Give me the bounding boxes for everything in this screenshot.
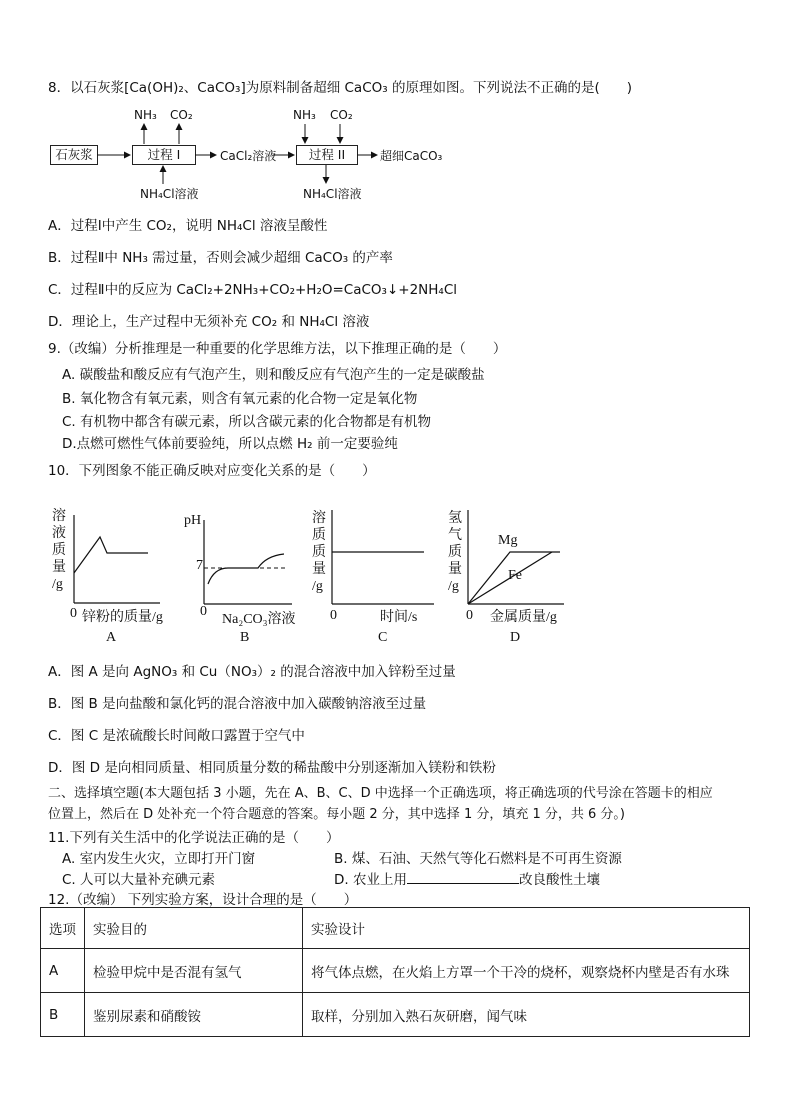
graph-b-origin: 0: [200, 604, 207, 619]
flow-p1-nh3: NH₃: [134, 108, 157, 122]
q8-option-a: A．过程Ⅰ中产生 CO₂，说明 NH₄Cl 溶液呈酸性: [48, 218, 328, 234]
graph-a-caption: A: [106, 630, 117, 645]
flow-p1-co2: CO₂: [170, 108, 193, 122]
section2-intro-line1: 二、选择填空题(本大题包括 3 小题，先在 A、B、C、D 中选择一个正确选项，将正确选项的代号涂在答题卡的相应: [48, 786, 713, 801]
flow-p1-nh4cl: NH₄Cl溶液: [140, 187, 199, 201]
table-cell: A: [41, 949, 85, 993]
q9-option-c: C. 有机物中都含有碳元素，所以含碳元素的化合物都是有机物: [62, 414, 432, 430]
q8-option-d: D．理论上，生产过程中无须补充 CO₂ 和 NH₄Cl 溶液: [48, 314, 370, 330]
q9-option-b: B. 氧化物含有氧元素，则含有氧元素的化合物一定是氧化物: [62, 391, 418, 407]
q11-option-d: [334, 868, 600, 888]
graph-b-curve: [208, 554, 284, 584]
graph-d-caption: D: [510, 630, 521, 645]
q11-stem: 11.下列有关生活中的化学说法正确的是（ ）: [48, 830, 340, 846]
section2-intro-line2: 位置上，然后在 D 处补充一个符合题意的答案。每小题 2 分，其中选择 1 分，填充 1 分，共 6 分。): [48, 807, 625, 822]
q11-answer-blank[interactable]: [407, 870, 519, 884]
graph-b-caption: B: [240, 630, 250, 645]
graph-b-plot: [200, 520, 292, 610]
graph-a-ylabel: 溶 液 质 量 /g: [52, 509, 66, 592]
q12-table: [40, 907, 750, 1037]
q8-stem: 8．以石灰浆[Ca(OH)₂、CaCO₃]为原料制备超细 CaCO₃ 的原理如图。下列说法不正确的是( ): [48, 80, 632, 96]
q11-option-d-suffix: 改良酸性土壤: [518, 872, 600, 888]
graph-b-ylabel: pH: [184, 513, 202, 528]
table-cell: 取样，分别加入熟石灰研磨，闻气味: [303, 993, 750, 1037]
table-header-row: [41, 908, 750, 949]
flow-p2-nh4cl: NH₄Cl溶液: [303, 187, 362, 201]
table-row: [41, 993, 750, 1037]
flow-arrows: [0, 0, 460, 210]
graph-a-curve: [74, 537, 148, 573]
graph-d-ylabel: 氢 气 质 量 /g: [448, 511, 462, 594]
q9-option-a: A. 碳酸盐和酸反应有气泡产生，则和酸反应有气泡产生的一定是碳酸盐: [62, 367, 485, 383]
q10-stem: 10．下列图象不能正确反映对应变化关系的是（ ）: [48, 463, 376, 479]
flow-process1-box: 过程 I: [132, 145, 196, 165]
q10-option-b: B．图 B 是向盐酸和氯化钙的混合溶液中加入碳酸钠溶液至过量: [48, 696, 427, 712]
graph-d-origin: 0: [466, 608, 473, 623]
graph-d-xlabel: 金属质量/g: [490, 610, 557, 625]
graph-a-xlabel: 锌粉的质量/g: [82, 610, 163, 625]
graph-a-plot: [70, 515, 160, 610]
flow-p2-co2: CO₂: [330, 108, 353, 122]
flow-process2-box: 过程 II: [296, 145, 358, 165]
q11-option-a: A. 室内发生火灾，立即打开门窗: [62, 851, 256, 867]
graph-a-origin: 0: [70, 606, 77, 621]
table-header-cell: 实验目的: [85, 908, 303, 949]
graph-c-ylabel: 溶 质 质 量 /g: [312, 511, 326, 594]
graph-c-origin: 0: [330, 608, 337, 623]
table-cell: 将气体点燃，在火焰上方罩一个干冷的烧杯，观察烧杯内壁是否有水珠: [303, 949, 750, 993]
table-header-cell: 实验设计: [303, 908, 750, 949]
q12-stem: 12.（改编） 下列实验方案，设计合理的是（ ）: [48, 892, 358, 908]
q11-option-d-prefix: D. 农业上用: [334, 872, 407, 888]
graph-b-xlabel: Na₂CO₃溶液: [222, 612, 296, 627]
flow-p2-nh3: NH₃: [293, 108, 316, 122]
q10-option-d: D．图 D 是向相同质量、相同质量分数的稀盐酸中分别逐渐加入镁粉和铁粉: [48, 760, 496, 776]
q9-stem: 9.（改编）分析推理是一种重要的化学思维方法，以下推理正确的是（ ）: [48, 341, 507, 357]
graph-c-caption: C: [378, 630, 388, 645]
q10-option-a: A．图 A 是向 AgNO₃ 和 Cu（NO₃）₂ 的混合溶液中加入锌粉至过量: [48, 664, 456, 680]
q10-option-c: C．图 C 是浓硫酸长时间敞口露置于空气中: [48, 728, 305, 744]
q9-option-d: D.点燃可燃性气体前要验纯，所以点燃 H₂ 前一定要验纯: [62, 436, 398, 452]
graph-d-plot: [464, 510, 564, 608]
q11-option-b: B. 煤、石油、天然气等化石燃料是不可再生资源: [334, 851, 622, 867]
table-cell: 检验甲烷中是否混有氢气: [85, 949, 303, 993]
q8-option-b: B．过程Ⅱ中 NH₃ 需过量，否则会减少超细 CaCO₃ 的产率: [48, 250, 393, 266]
graph-c-xlabel: 时间/s: [380, 610, 418, 625]
q11-option-c: C. 人可以大量补充碘元素: [62, 872, 216, 888]
flow-start-box: 石灰浆: [50, 145, 98, 165]
q8-option-c: C．过程Ⅱ中的反应为 CaCl₂+2NH₃+CO₂+H₂O=CaCO₃↓+2NH₄Cl: [48, 282, 458, 298]
graph-b-tick-7: 7: [196, 558, 203, 573]
flow-product: 超细CaCO₃: [380, 149, 443, 163]
table-header-cell: 选项: [41, 908, 85, 949]
flow-mid-cacl2: CaCl₂溶液: [220, 149, 277, 163]
graph-d-label-fe: Fe: [508, 568, 522, 583]
graph-c-plot: [328, 510, 434, 608]
table-row: [41, 949, 750, 993]
graph-d-label-mg: Mg: [498, 533, 518, 548]
table-cell: B: [41, 993, 85, 1037]
table-cell: 鉴别尿素和硝酸铵: [85, 993, 303, 1037]
